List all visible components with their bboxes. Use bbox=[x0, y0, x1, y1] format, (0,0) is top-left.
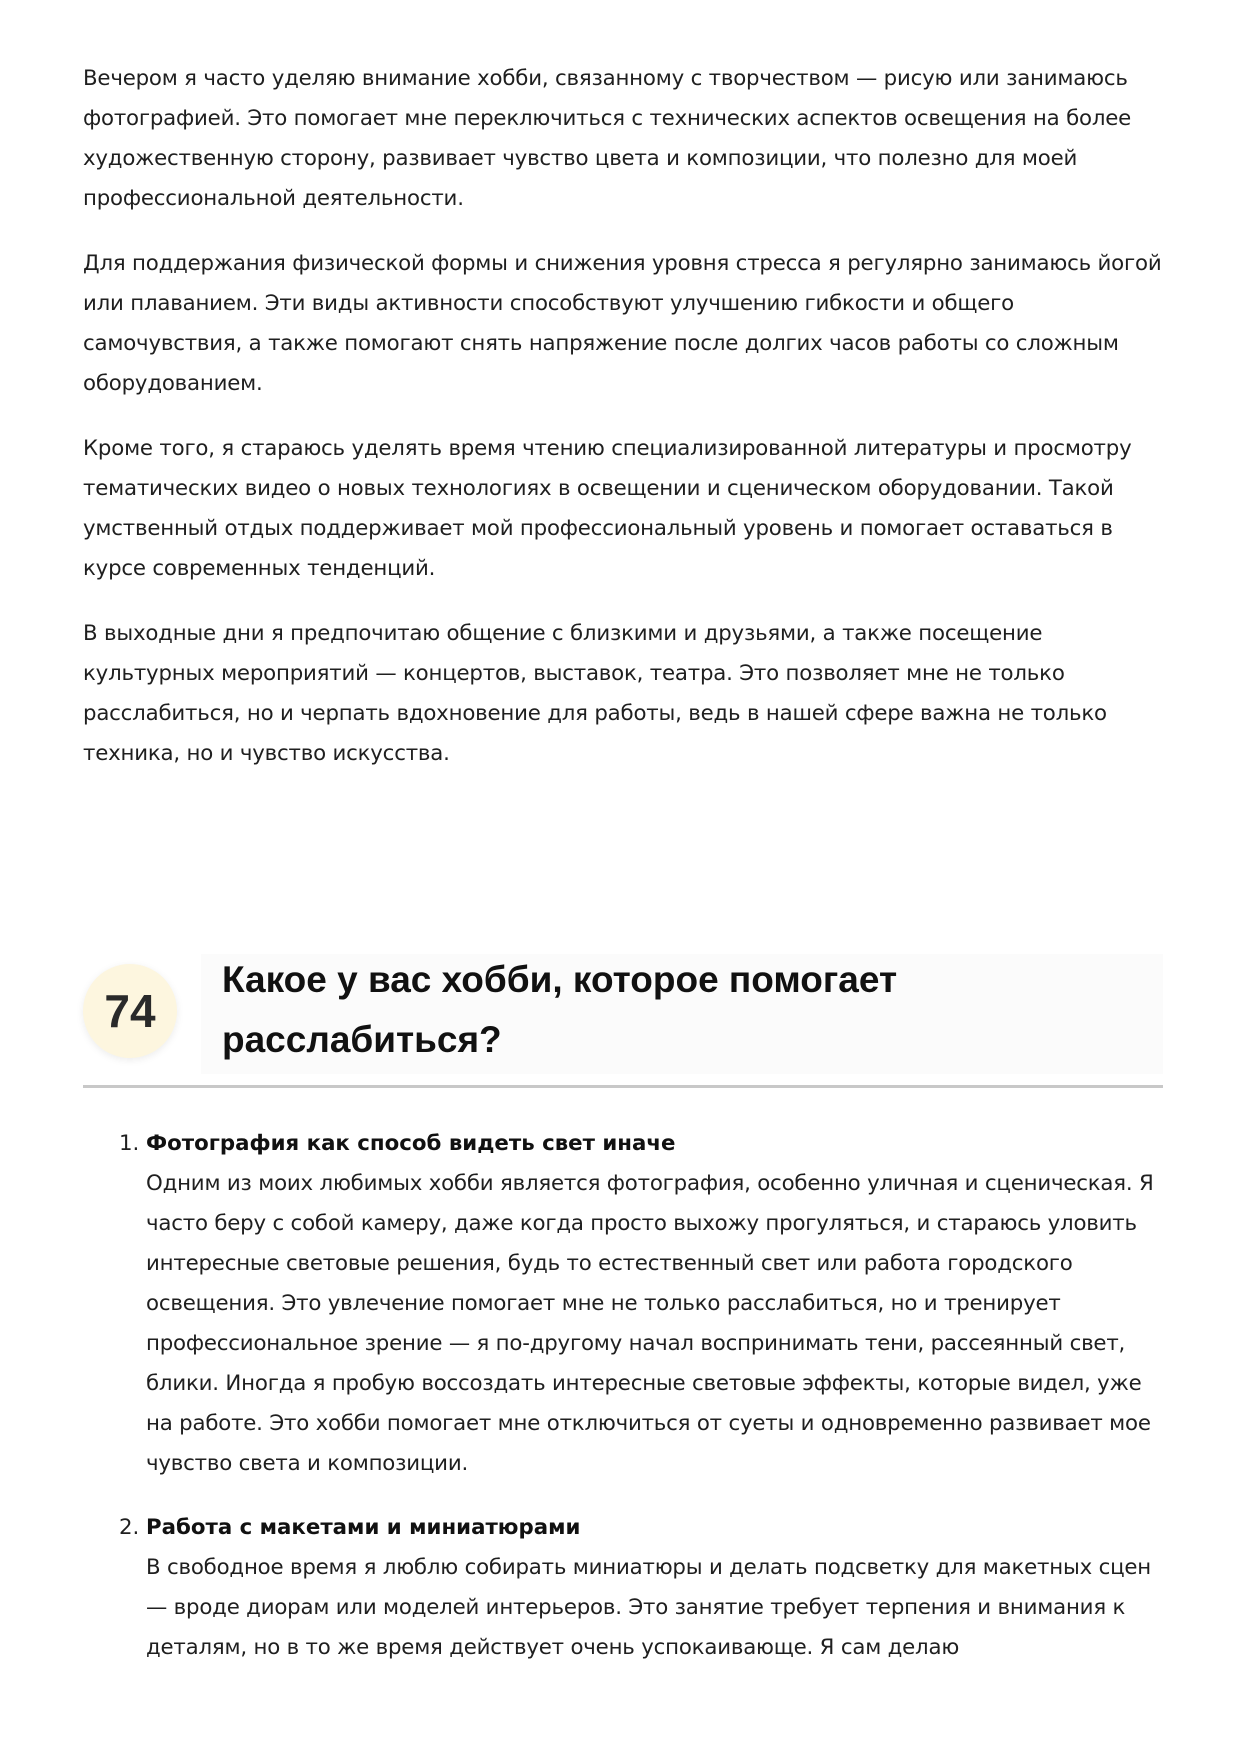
intro-section bbox=[83, 59, 1163, 799]
answer-item bbox=[83, 1508, 1163, 1668]
answer-text: Одним из моих любимых хобби является фотография, особенно уличная и сценическая. Я часто беру с собой камеру, даже когда просто выхожу прогуляться, и стараюсь уловить интересные световые решения, будь то естественный свет или работа городского освещения. Это увлечение помогает мне не только расслабиться, но и тренирует профессиональное зрение — я по-другому начал воспринимать тени, рассеянный свет, блики. Иногда я пробую воссоздать интересные световые эффекты, которые видел, уже на работе. Это хобби помогает мне отключиться от суеты и одновременно развивает мое чувство света и композиции. bbox=[146, 1171, 1154, 1476]
question-title: Какое у вас хобби, которое помогает расслабиться? bbox=[222, 959, 898, 1060]
answer-number: 2. bbox=[119, 1515, 140, 1540]
intro-paragraph: В выходные дни я предпочитаю общение с близкими и друзьями, а также посещение культурных мероприятий — концертов, выставок, театра. Это позволяет мне не только расслабиться, но и черпать вдохновение для работы, ведь в нашей сфере важна не только техника, но и чувство искусства. bbox=[83, 621, 1107, 766]
answer-number: 1. bbox=[119, 1131, 140, 1156]
question-number-badge: 74 bbox=[83, 964, 177, 1058]
answer-heading: Работа с макетами и миниатюрами bbox=[146, 1515, 581, 1540]
intro-paragraph: Кроме того, я стараюсь уделять время чтению специализированной литературы и просмотру тематических видео о новых технологиях в освещении и сценическом оборудовании. Такой умственный отдых поддерживает мой профессиональный уровень и помогает оставаться в курсе современных тенденций. bbox=[83, 436, 1132, 581]
answer-list bbox=[83, 1124, 1163, 1692]
question-header bbox=[83, 950, 1163, 1088]
answer-heading: Фотография как способ видеть свет иначе bbox=[146, 1131, 676, 1156]
intro-paragraph: Вечером я часто уделяю внимание хобби, связанному с творчеством — рисую или занимаюсь фотографией. Это помогает мне переключиться с технических аспектов освещения на более художественную сторону, развивает чувство цвета и композиции, что полезно для моей профессиональной деятельности. bbox=[83, 66, 1132, 211]
answer-item bbox=[83, 1124, 1163, 1484]
intro-paragraph: Для поддержания физической формы и снижения уровня стресса я регулярно занимаюсь йогой или плаванием. Эти виды активности способствуют улучшению гибкости и общего самочувствия, а также помогают снять напряжение после долгих часов работы со сложным оборудованием. bbox=[83, 251, 1162, 396]
answer-text: В свободное время я люблю собирать миниатюры и делать подсветку для макетных сцен — вроде диорам или моделей интерьеров. Это занятие требует терпения и внимания к деталям, но в то же время действует очень успокаивающе. Я сам делаю bbox=[146, 1555, 1152, 1660]
